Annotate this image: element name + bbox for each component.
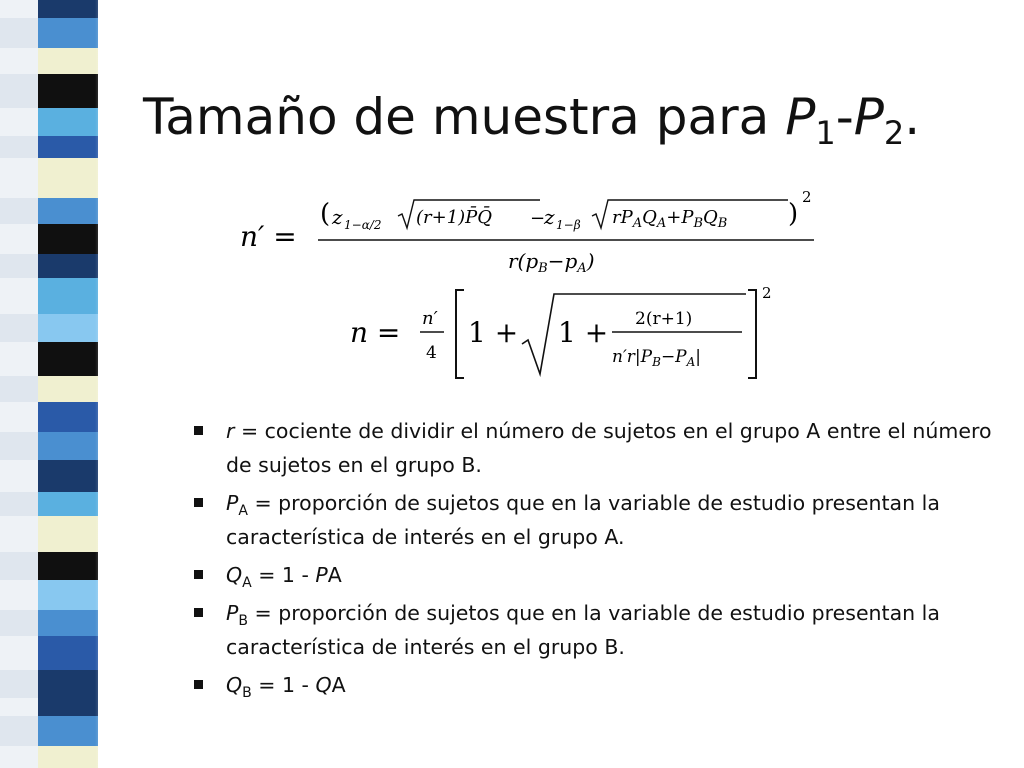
stripe-shadow-block bbox=[0, 746, 38, 768]
stripe-shadow-block bbox=[0, 158, 38, 198]
stripe-block bbox=[38, 314, 98, 342]
stripe-shadow-block bbox=[0, 198, 38, 224]
title-sub2: 2 bbox=[883, 114, 905, 152]
stripe-block bbox=[38, 376, 98, 402]
stripe-block bbox=[38, 158, 98, 198]
stripe-shadow-block bbox=[0, 670, 38, 698]
stripe-block bbox=[38, 552, 98, 580]
title-end: . bbox=[904, 88, 921, 146]
stripe-shadow-block bbox=[0, 254, 38, 278]
formula1-z1: z bbox=[332, 205, 343, 229]
stripe-block bbox=[38, 224, 98, 254]
formula2-frac-den: 4 bbox=[426, 343, 437, 363]
formula1-lhs: n′ = bbox=[240, 220, 297, 253]
formula1-z2: z bbox=[544, 205, 555, 229]
stripe-block bbox=[38, 460, 98, 492]
square-bullet-icon bbox=[194, 570, 203, 579]
stripe-shadow-block bbox=[0, 610, 38, 636]
stripe-shadow-block bbox=[0, 278, 38, 314]
stripe-block bbox=[38, 610, 98, 636]
list-item: $P_B$ = proporción de sujetos que en la variable de estudio presentan la característica de interés en el grupo B. bbox=[190, 596, 1000, 664]
stripe-block bbox=[38, 746, 98, 768]
square-bullet-icon bbox=[194, 498, 203, 507]
stripe-block bbox=[38, 342, 98, 376]
formula2-left-bracket bbox=[456, 290, 464, 378]
stripe-shadow-block bbox=[0, 460, 38, 492]
stripe-block bbox=[38, 636, 98, 670]
formula2-right-bracket bbox=[748, 290, 756, 378]
stripe-shadow-block bbox=[0, 108, 38, 136]
formula1-sqrt2-content: $rP_AQ_A+P_BQ_B$ bbox=[612, 207, 728, 231]
formula2-inner-num: 2(r+1) bbox=[635, 309, 693, 329]
list-item: $P_A$ = proporción de sujetos que en la variable de estudio presentan la característica de interés en el grupo A. bbox=[190, 486, 1000, 554]
formula-n-prime bbox=[240, 188, 840, 278]
list-item: r = cociente de dividir el número de sujetos en el grupo A entre el número de sujetos en el grupo B. bbox=[190, 414, 1000, 482]
title-sub1: 1 bbox=[815, 114, 836, 152]
stripe-block bbox=[38, 74, 98, 108]
stripe-shadow-block bbox=[0, 48, 38, 74]
list-item: $Q_A = 1$ - PA bbox=[190, 558, 1000, 592]
stripe-block bbox=[38, 402, 98, 432]
formula2-one-inner: 1 + bbox=[558, 316, 609, 349]
stripe-shadow-block bbox=[0, 376, 38, 402]
formula2-frac-num: n′ bbox=[422, 308, 438, 329]
formula1-z1-sub: 1−α/2 bbox=[344, 218, 382, 232]
stripe-block bbox=[38, 18, 98, 48]
title-dash: - bbox=[835, 88, 854, 146]
square-bullet-icon bbox=[194, 426, 203, 435]
square-bullet-icon bbox=[194, 608, 203, 617]
stripe-block bbox=[38, 0, 98, 18]
formula1-minus: − bbox=[530, 208, 546, 229]
formula-n bbox=[350, 282, 800, 382]
square-bullet-icon bbox=[194, 680, 203, 689]
title-p1: P bbox=[785, 88, 816, 146]
title-p2: P bbox=[853, 88, 884, 146]
stripe-block bbox=[38, 136, 98, 158]
stripe-shadow-block bbox=[0, 516, 38, 552]
formula1-right-paren: ) bbox=[788, 199, 799, 229]
stripe-block bbox=[38, 254, 98, 278]
formula1-denominator: $r(p_B-p_A)$ bbox=[508, 249, 595, 276]
stripe-block bbox=[38, 716, 98, 746]
stripe-block bbox=[38, 198, 98, 224]
slide-title bbox=[143, 82, 920, 152]
stripe-shadow-block bbox=[0, 136, 38, 158]
stripe-shadow-block bbox=[0, 18, 38, 48]
stripe-shadow-block bbox=[0, 580, 38, 610]
stripe-block bbox=[38, 108, 98, 136]
stripe-shadow-block bbox=[0, 636, 38, 670]
stripe-shadow-block bbox=[0, 492, 38, 516]
formula2-one: 1 + bbox=[468, 316, 519, 349]
stripe-block bbox=[38, 48, 98, 74]
stripe-block bbox=[38, 580, 98, 610]
formula1-exponent: 2 bbox=[802, 188, 812, 206]
stripe-shadow-block bbox=[0, 224, 38, 254]
stripe-shadow-block bbox=[0, 552, 38, 580]
formula2-exponent: 2 bbox=[762, 284, 772, 302]
formula2-lhs: n = bbox=[350, 316, 401, 349]
stripe-block bbox=[38, 698, 98, 716]
decorative-stripe bbox=[0, 0, 118, 768]
stripe-block bbox=[38, 516, 98, 552]
formula2-inner-den: $n'r|P_B-P_A|$ bbox=[612, 347, 702, 369]
stripe-shadow-block bbox=[0, 402, 38, 432]
stripe-shadow-block bbox=[0, 716, 38, 746]
stripe-shadow-block bbox=[0, 0, 38, 18]
definitions-list bbox=[190, 414, 1000, 706]
stripe-block bbox=[38, 432, 98, 460]
stripe-block bbox=[38, 492, 98, 516]
stripe-shadow-block bbox=[0, 314, 38, 342]
stripe-block bbox=[38, 670, 98, 698]
stripe-shadow-block bbox=[0, 432, 38, 460]
formula1-z2-sub: 1−β bbox=[556, 218, 581, 232]
formula1-sqrt1-content: (r+1)P̄Q̄ bbox=[416, 207, 493, 228]
formula1-left-paren: ( bbox=[320, 199, 331, 229]
list-item: $Q_B = 1$ - QA bbox=[190, 668, 1000, 702]
stripe-shadow-block bbox=[0, 698, 38, 716]
stripe-block bbox=[38, 278, 98, 314]
stripe-shadow-block bbox=[0, 74, 38, 108]
title-text: Tamaño de muestra para bbox=[143, 88, 786, 146]
stripe-shadow-block bbox=[0, 342, 38, 376]
